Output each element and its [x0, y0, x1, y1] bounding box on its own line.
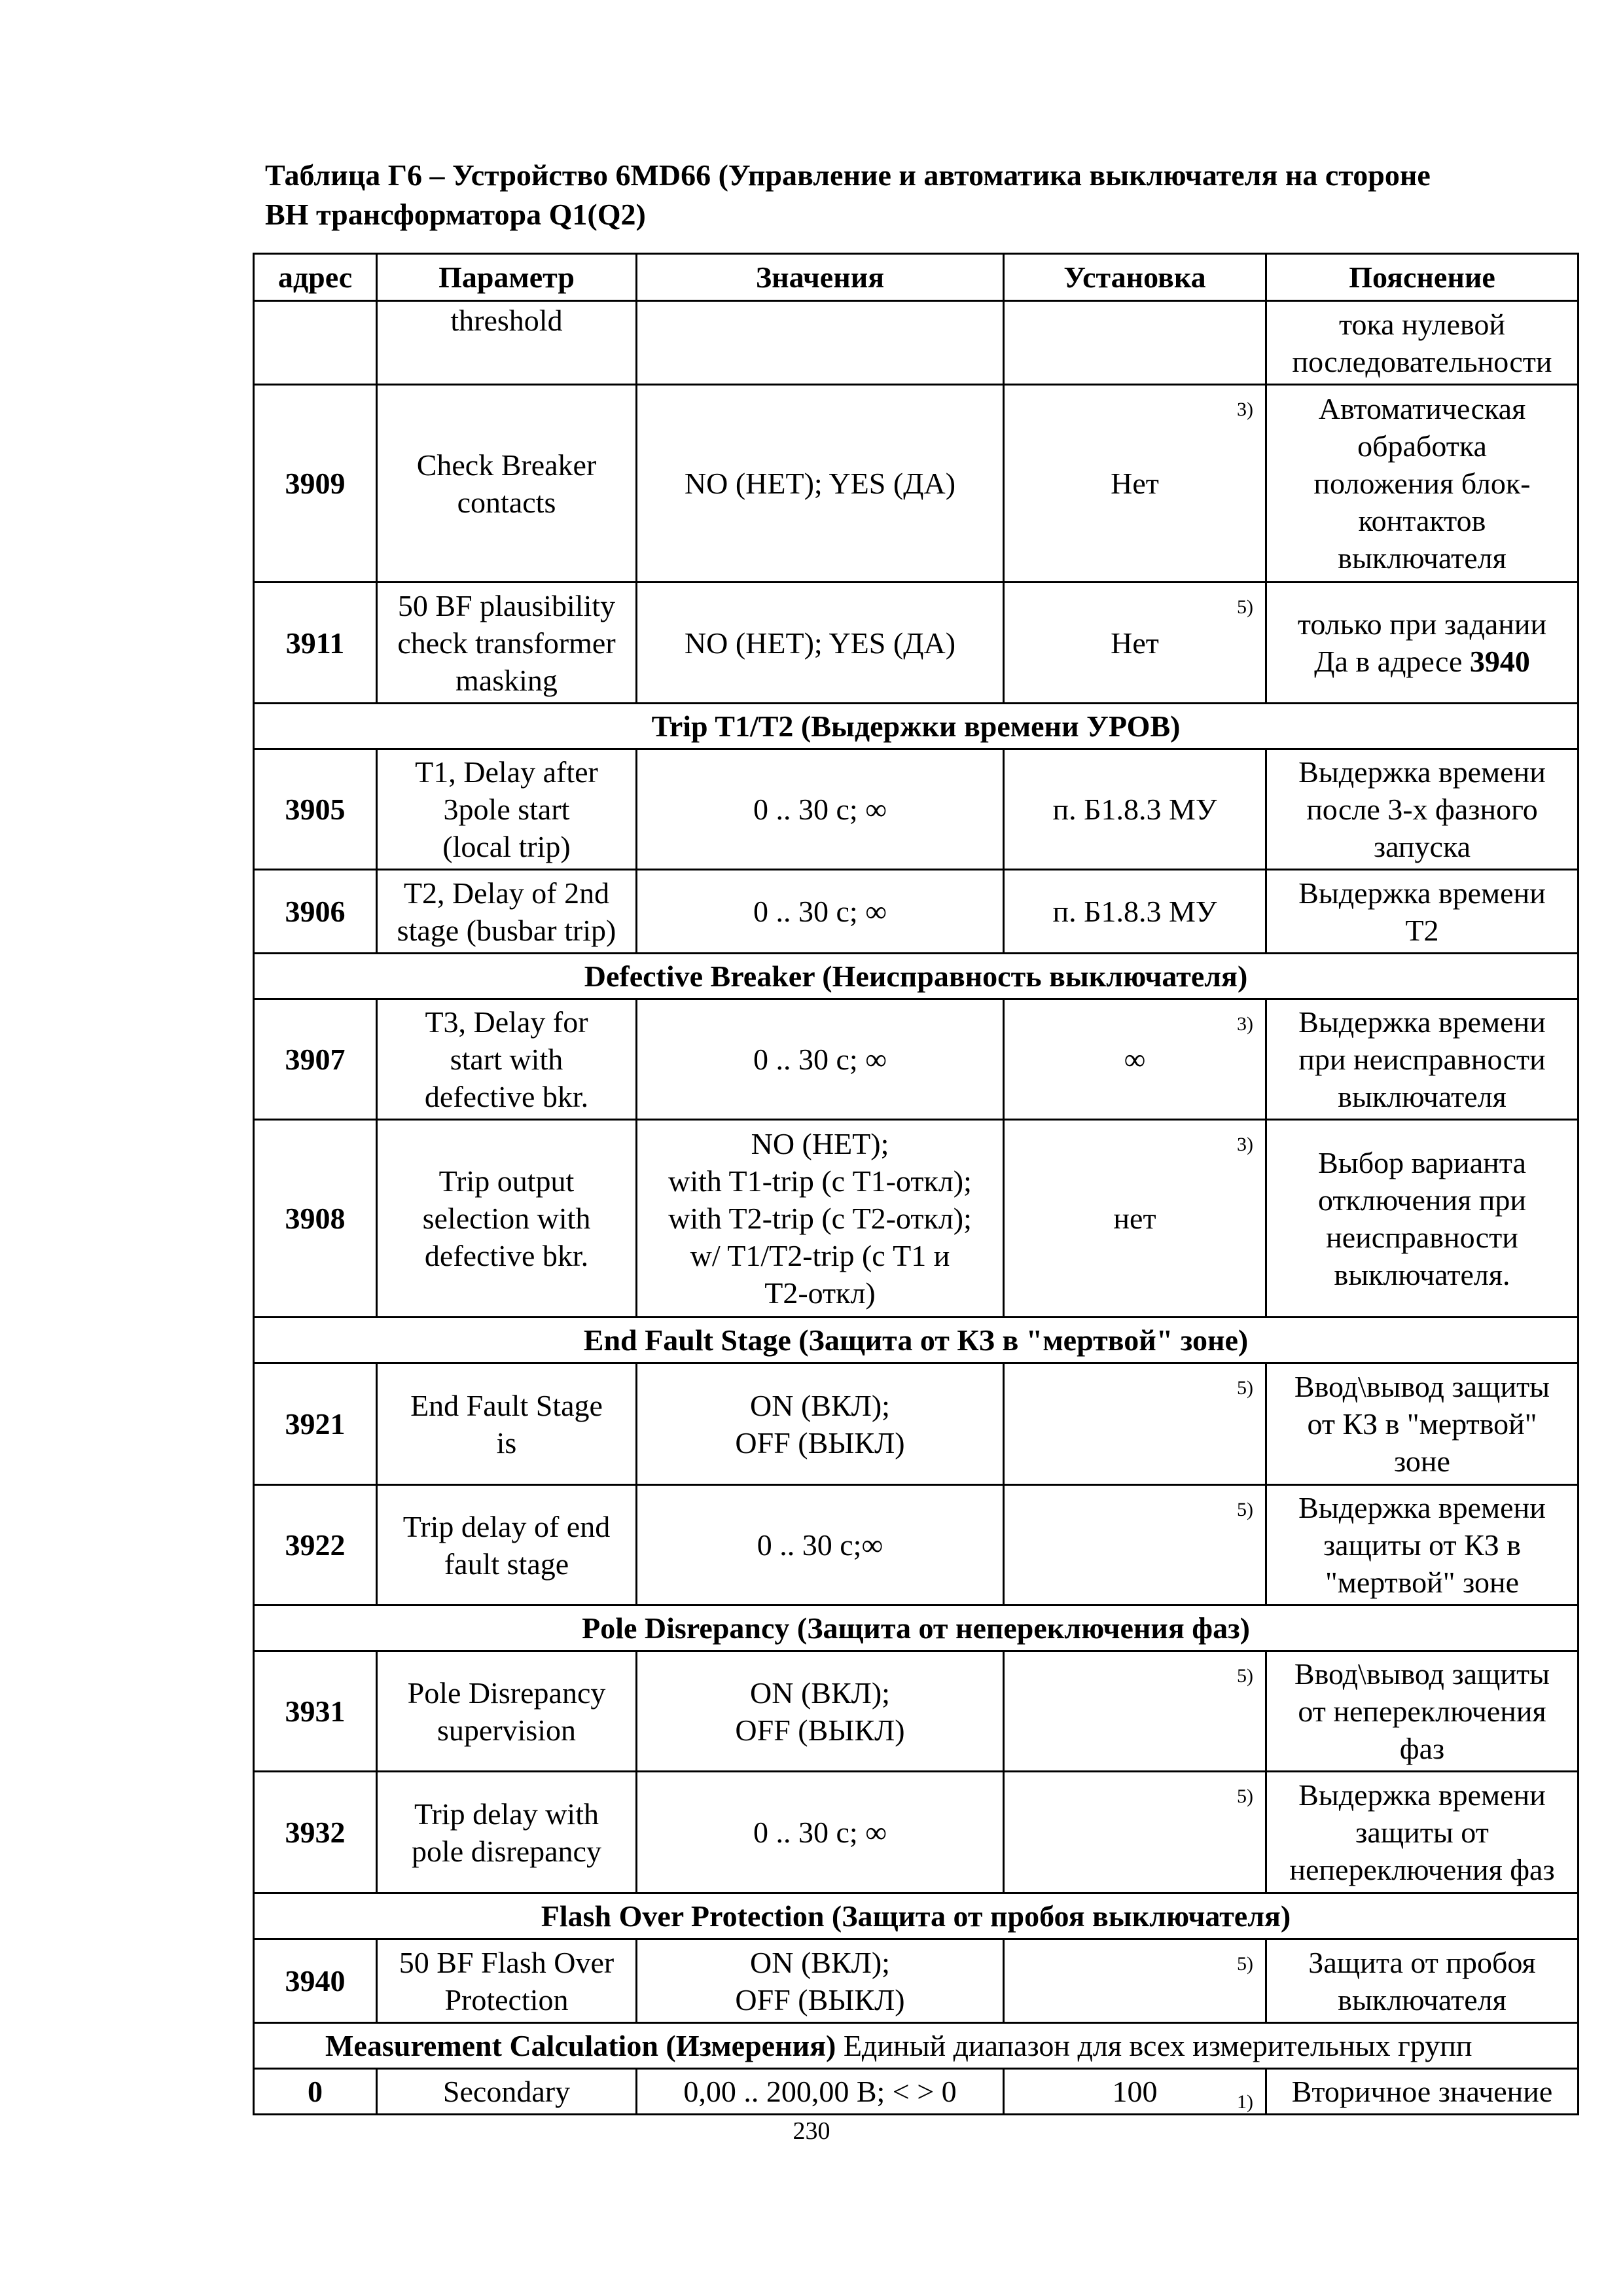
- explanation-line: отключения при: [1317, 1183, 1527, 1217]
- section-row-measurement: [254, 2023, 1578, 2069]
- parameter-line: selection with: [422, 1202, 591, 1235]
- table-row-3908: [254, 1120, 1578, 1318]
- section-title: Trip T1/T2 (Выдержки времени УРОВ): [254, 704, 1578, 749]
- parameter-line: End Fault Stage: [410, 1388, 603, 1422]
- explanation-line: при неисправности: [1298, 1043, 1546, 1076]
- explanation-line: Выдержка времени: [1298, 876, 1546, 910]
- table-row-3921: [254, 1363, 1578, 1485]
- explanation-line: выключателя.: [1334, 1257, 1510, 1291]
- cell-setting: [1004, 1651, 1266, 1772]
- cell-parameter: [377, 1363, 637, 1485]
- cell-values: [637, 1485, 1004, 1605]
- values-line: OFF (ВЫКЛ): [735, 1426, 905, 1460]
- explanation-line: Выдержка времени: [1298, 1778, 1546, 1812]
- cell-values: [637, 301, 1004, 385]
- cell-setting: [1004, 1363, 1266, 1485]
- cell-parameter: [377, 1651, 637, 1772]
- explanation-line: Ввод\вывод защиты: [1294, 1657, 1550, 1691]
- parameter-line: T2, Delay of 2nd: [403, 876, 610, 910]
- cell-explanation: [1266, 583, 1578, 704]
- cell-setting: [1004, 301, 1266, 385]
- section-row-end-fault: [254, 1318, 1578, 1363]
- explanation-line: фаз: [1399, 1732, 1445, 1765]
- cell-explanation: [1266, 870, 1578, 954]
- cell-setting: [1004, 1772, 1266, 1893]
- section-title: [254, 2023, 1578, 2069]
- section-row-pole-disrepancy: [254, 1605, 1578, 1651]
- setting-value: Нет: [1111, 626, 1159, 660]
- explanation-line: зоне: [1394, 1444, 1450, 1478]
- cell-parameter: [377, 870, 637, 954]
- cell-explanation: [1266, 1651, 1578, 1772]
- explanation-line: Защита от пробоя: [1308, 1945, 1536, 1979]
- explanation-line: Выдержка времени: [1298, 1005, 1546, 1039]
- parameter-line: supervision: [437, 1713, 577, 1747]
- setting-value: п. Б1.8.3 МУ: [1052, 895, 1217, 928]
- cell-address: 3907: [254, 999, 377, 1120]
- explanation-line: положения блок-: [1313, 467, 1531, 500]
- cell-explanation: [1266, 1939, 1578, 2023]
- values-line: ON (ВКЛ);: [750, 1676, 890, 1710]
- values-line: with T2-trip (с Т2-откл);: [668, 1202, 972, 1235]
- cell-values: [637, 749, 1004, 870]
- section-row-trip: [254, 704, 1578, 749]
- explanation-line: запуска: [1373, 830, 1471, 863]
- explanation-line: Выдержка времени: [1298, 755, 1546, 789]
- section-title: Pole Disrepancy (Защита от непереключения фаз): [254, 1605, 1578, 1651]
- cell-setting: [1004, 1485, 1266, 1605]
- parameter-line: T3, Delay for: [425, 1005, 588, 1039]
- cell-address: 3932: [254, 1772, 377, 1893]
- values-line: 0 .. 30 с; ∞: [753, 895, 887, 928]
- parameter-line: Secondary: [442, 2075, 571, 2108]
- cell-parameter: [377, 301, 637, 385]
- values-line: 0 .. 30 с; ∞: [753, 793, 887, 826]
- explanation-line: от КЗ в "мертвой": [1307, 1407, 1537, 1441]
- cell-values: [637, 870, 1004, 954]
- cell-values: [637, 1939, 1004, 2023]
- cell-values: [637, 583, 1004, 704]
- header-values: Значения: [637, 254, 1004, 301]
- explanation-line: после 3-х фазного: [1306, 793, 1538, 826]
- cell-setting: [1004, 2069, 1266, 2115]
- cell-parameter: [377, 583, 637, 704]
- footnote-mark: 5): [1237, 1785, 1253, 1807]
- cell-values: [637, 1363, 1004, 1485]
- parameter-line: 50 BF plausibility: [397, 588, 616, 622]
- footnote-mark: 5): [1237, 1377, 1253, 1399]
- cell-address: 3906: [254, 870, 377, 954]
- explanation-line: непереключения фаз: [1289, 1853, 1555, 1886]
- parameter-line: defective bkr.: [424, 1239, 589, 1272]
- parameter-table: [253, 253, 1579, 2115]
- table-row-3911: [254, 583, 1578, 704]
- values-line: OFF (ВЫКЛ): [735, 1982, 905, 2017]
- cell-explanation: [1266, 749, 1578, 870]
- cell-explanation: [1266, 385, 1578, 583]
- setting-value: п. Б1.8.3 МУ: [1052, 793, 1217, 826]
- section-title-bold: Measurement Calculation (Измерения): [325, 2029, 836, 2062]
- explanation-line: Автоматическая: [1318, 392, 1526, 425]
- parameter-line: Pole Disrepancy: [407, 1676, 606, 1710]
- parameter-line: check transformer: [397, 626, 616, 660]
- cell-setting: [1004, 870, 1266, 954]
- parameter-line: threshold: [450, 304, 563, 337]
- parameter-line: start with: [450, 1043, 563, 1076]
- section-title: Flash Over Protection (Защита от пробоя выключателя): [254, 1893, 1578, 1939]
- explanation-line: защиты от КЗ в: [1323, 1528, 1522, 1562]
- cell-parameter: [377, 385, 637, 583]
- cell-parameter: [377, 999, 637, 1120]
- parameter-line: masking: [455, 663, 558, 697]
- parameter-line: fault stage: [444, 1547, 569, 1581]
- table-row-3909: [254, 385, 1578, 583]
- cell-parameter: [377, 1772, 637, 1893]
- parameter-line: 3pole start: [443, 793, 570, 826]
- parameter-line: Check Breaker: [416, 448, 597, 482]
- cell-address: 3931: [254, 1651, 377, 1772]
- address-reference: 3940: [1469, 645, 1530, 678]
- parameter-line: defective bkr.: [424, 1080, 589, 1113]
- explanation-line: Ввод\вывод защиты: [1294, 1370, 1550, 1403]
- header-row: [254, 254, 1578, 301]
- explanation-line: от непереключения: [1298, 1695, 1546, 1728]
- cell-parameter: [377, 749, 637, 870]
- cell-parameter: [377, 2069, 637, 2115]
- values-line: 0,00 .. 200,00 В; < > 0: [683, 2075, 957, 2108]
- explanation-line: выключателя: [1338, 1080, 1507, 1113]
- values-line: ON (ВКЛ);: [750, 1945, 890, 1979]
- explanation-line: "мертвой" зоне: [1325, 1566, 1520, 1599]
- setting-value: 100: [1112, 2075, 1158, 2108]
- table-title: [265, 156, 1561, 234]
- explanation-line: Выбор варианта: [1318, 1145, 1526, 1179]
- cell-explanation: [1266, 1485, 1578, 1605]
- parameter-line: Trip output: [438, 1164, 575, 1198]
- cell-setting: [1004, 999, 1266, 1120]
- footnote-mark: 5): [1237, 1499, 1253, 1520]
- explanation-line: обработка: [1357, 429, 1487, 463]
- explanation-line: выключателя: [1338, 1982, 1507, 2017]
- cell-setting: [1004, 749, 1266, 870]
- page-number: 230: [793, 2117, 830, 2145]
- parameter-line: Trip delay of end: [402, 1509, 611, 1543]
- cell-parameter: [377, 1485, 637, 1605]
- footnote-mark: 3): [1237, 1013, 1253, 1035]
- cell-address: 0: [254, 2069, 377, 2115]
- cell-address: 3940: [254, 1939, 377, 2023]
- values-line: NO (НЕТ);: [751, 1127, 889, 1160]
- cell-address: [254, 301, 377, 385]
- values-line: NO (НЕТ); YES (ДА): [684, 626, 956, 660]
- cell-values: [637, 385, 1004, 583]
- cell-parameter: [377, 1120, 637, 1318]
- values-line: NO (НЕТ); YES (ДА): [684, 467, 956, 500]
- setting-value: Нет: [1111, 467, 1159, 500]
- parameter-line: T1, Delay after: [415, 755, 598, 789]
- section-row-defective-breaker: [254, 954, 1578, 999]
- cell-address: 3921: [254, 1363, 377, 1485]
- cell-values: [637, 999, 1004, 1120]
- explanation-line: неисправности: [1326, 1220, 1518, 1254]
- cell-setting: [1004, 1939, 1266, 2023]
- parameter-line: is: [496, 1426, 517, 1460]
- section-title: End Fault Stage (Защита от КЗ в "мертвой" зоне): [254, 1318, 1578, 1363]
- footnote-mark: 3): [1237, 1134, 1253, 1155]
- explanation-line: выключателя: [1338, 541, 1507, 575]
- cell-explanation: [1266, 999, 1578, 1120]
- parameter-line: 50 BF Flash Over: [399, 1945, 615, 1979]
- table-row-continued: [254, 301, 1578, 385]
- table-row-3906: [254, 870, 1578, 954]
- cell-parameter: [377, 1939, 637, 2023]
- cell-explanation: [1266, 1120, 1578, 1318]
- cell-setting: [1004, 385, 1266, 583]
- footnote-mark: 5): [1237, 1665, 1253, 1687]
- cell-explanation: [1266, 2069, 1578, 2115]
- cell-values: [637, 1772, 1004, 1893]
- header-address: адрес: [254, 254, 377, 301]
- section-row-flash-over: [254, 1893, 1578, 1939]
- values-line: 0 .. 30 с; ∞: [753, 1816, 887, 1849]
- explanation-line: [1272, 643, 1572, 680]
- explanation-line: Вторичное значение: [1291, 2075, 1553, 2108]
- parameter-line: pole disrepancy: [412, 1834, 601, 1868]
- table-row-3940: [254, 1939, 1578, 2023]
- header-explanation: Пояснение: [1266, 254, 1578, 301]
- cell-address: 3909: [254, 385, 377, 583]
- cell-explanation: [1266, 1363, 1578, 1485]
- cell-address: 3908: [254, 1120, 377, 1318]
- cell-explanation: [1266, 301, 1578, 385]
- footnote-mark: 1): [1237, 2091, 1253, 2113]
- values-line: with T1-trip (с Т1-откл);: [668, 1164, 972, 1198]
- table-row-0: [254, 2069, 1578, 2115]
- table-row-3905: [254, 749, 1578, 870]
- footnote-mark: 5): [1237, 1953, 1253, 1975]
- values-line: ON (ВКЛ);: [750, 1388, 890, 1422]
- explanation-line: Выдержка времени: [1298, 1491, 1546, 1524]
- parameter-line: stage (busbar trip): [397, 913, 616, 947]
- explanation-line: Т2: [1405, 913, 1439, 947]
- table-row-3922: [254, 1485, 1578, 1605]
- explanation-text: Да в адресе: [1314, 645, 1470, 678]
- footnote-mark: 3): [1237, 399, 1253, 420]
- parameter-line: Protection: [444, 1982, 569, 2017]
- explanation-line: контактов: [1358, 504, 1486, 537]
- header-setting: Установка: [1004, 254, 1266, 301]
- values-line: w/ T1/T2-trip (с Т1 и: [690, 1239, 950, 1272]
- cell-address: 3922: [254, 1485, 377, 1605]
- cell-values: [637, 1120, 1004, 1318]
- table-row-3907: [254, 999, 1578, 1120]
- table-row-3931: [254, 1651, 1578, 1772]
- setting-value: нет: [1113, 1202, 1156, 1235]
- values-line: Т2-откл): [764, 1276, 876, 1310]
- table-title-line-2: ВН трансформатора Q1(Q2): [265, 198, 646, 231]
- cell-address: 3905: [254, 749, 377, 870]
- setting-value: ∞: [1124, 1043, 1146, 1076]
- explanation-line: тока нулевой: [1338, 307, 1506, 341]
- cell-values: [637, 2069, 1004, 2115]
- section-title-note: Единый диапазон для всех измерительных групп: [836, 2029, 1472, 2062]
- explanation-line: защиты от: [1355, 1816, 1489, 1849]
- parameter-line: contacts: [457, 485, 556, 519]
- cell-setting: [1004, 583, 1266, 704]
- table-row-3932: [254, 1772, 1578, 1893]
- values-line: 0 .. 30 с;∞: [757, 1528, 883, 1562]
- table-title-line-1: Таблица Г6 – Устройство 6MD66 (Управление и автоматика выключателя на стороне: [265, 158, 1431, 192]
- values-line: OFF (ВЫКЛ): [735, 1713, 905, 1747]
- cell-explanation: [1266, 1772, 1578, 1893]
- cell-setting: [1004, 1120, 1266, 1318]
- cell-values: [637, 1651, 1004, 1772]
- section-title: Defective Breaker (Неисправность выключателя): [254, 954, 1578, 999]
- footnote-mark: 5): [1237, 596, 1253, 618]
- explanation-line: последовательности: [1292, 344, 1552, 378]
- cell-address: 3911: [254, 583, 377, 704]
- header-parameter: Параметр: [377, 254, 637, 301]
- explanation-line: только при задании: [1297, 607, 1547, 641]
- values-line: 0 .. 30 с; ∞: [753, 1043, 887, 1076]
- parameter-line: (local trip): [442, 830, 571, 863]
- parameter-line: Trip delay with: [414, 1797, 599, 1831]
